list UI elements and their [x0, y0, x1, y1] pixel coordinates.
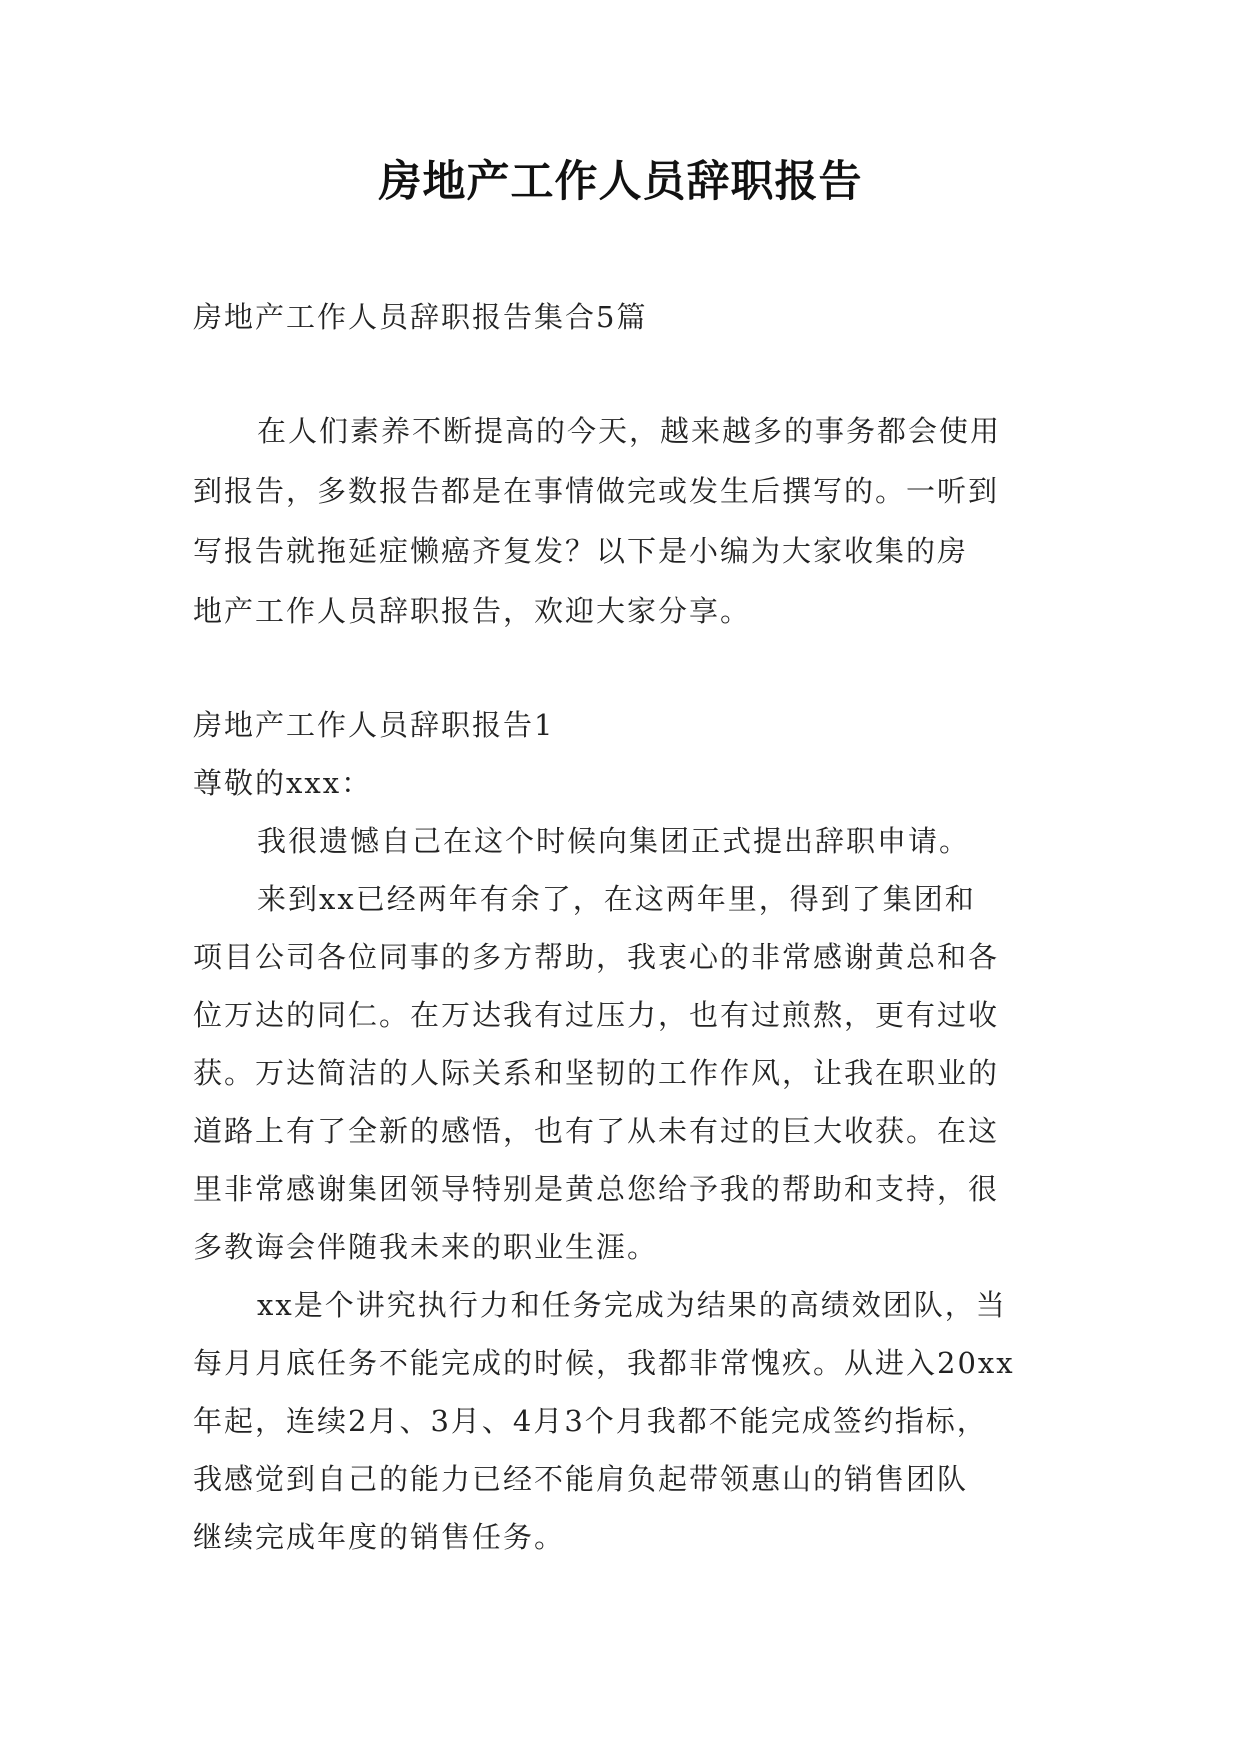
document-subtitle-block [193, 287, 1053, 347]
intro-paragraph [193, 401, 1053, 641]
intro-line: 地产工作人员辞职报告，欢迎大家分享。 [193, 594, 752, 628]
body-line: 多教诲会伴随我未来的职业生涯。 [193, 1230, 659, 1264]
intro-line: 到报告，多数报告都是在事情做完或发生后撰写的。一听到 [193, 474, 1000, 508]
body-line: 年起，连续2月、3月、4月3个月我都不能完成签约指标， [193, 1404, 988, 1438]
body-line: 我很遗憾自己在这个时候向集团正式提出辞职申请。 [257, 824, 971, 858]
document-title: 房地产工作人员辞职报告 [378, 157, 863, 207]
section-heading: 房地产工作人员辞职报告1 [193, 708, 555, 742]
intro-line: 写报告就拖延症懒癌齐复发？以下是小编为大家收集的房 [193, 534, 969, 568]
body-line: 来到xx已经两年有余了，在这两年里，得到了集团和 [257, 882, 976, 916]
body-line: 道路上有了全新的感悟，也有了从未有过的巨大收获。在这 [193, 1114, 1000, 1148]
body-line: 我感觉到自己的能力已经不能肩负起带领惠山的销售团队 [193, 1462, 969, 1496]
body-line: 里非常感谢集团领导特别是黄总您给予我的帮助和支持，很 [193, 1172, 1000, 1206]
body-line: 获。万达简洁的人际关系和坚韧的工作作风，让我在职业的 [193, 1056, 1000, 1090]
body-line: 每月月底任务不能完成的时候，我都非常愧疚。从进入20xx [193, 1346, 1015, 1380]
salutation: 尊敬的xxx： [193, 766, 373, 800]
body-line: 项目公司各位同事的多方帮助，我衷心的非常感谢黄总和各 [193, 940, 1000, 974]
body-line: 继续完成年度的销售任务。 [193, 1520, 566, 1554]
intro-line: 在人们素养不断提高的今天，越来越多的事务都会使用 [257, 414, 1002, 448]
body-line: xx是个讲究执行力和任务完成为结果的高绩效团队，当 [257, 1288, 1007, 1322]
document-subtitle: 房地产工作人员辞职报告集合5篇 [193, 300, 648, 334]
section-1 [193, 696, 1053, 1566]
body-line: 位万达的同仁。在万达我有过压力，也有过煎熬，更有过收 [193, 998, 1000, 1032]
